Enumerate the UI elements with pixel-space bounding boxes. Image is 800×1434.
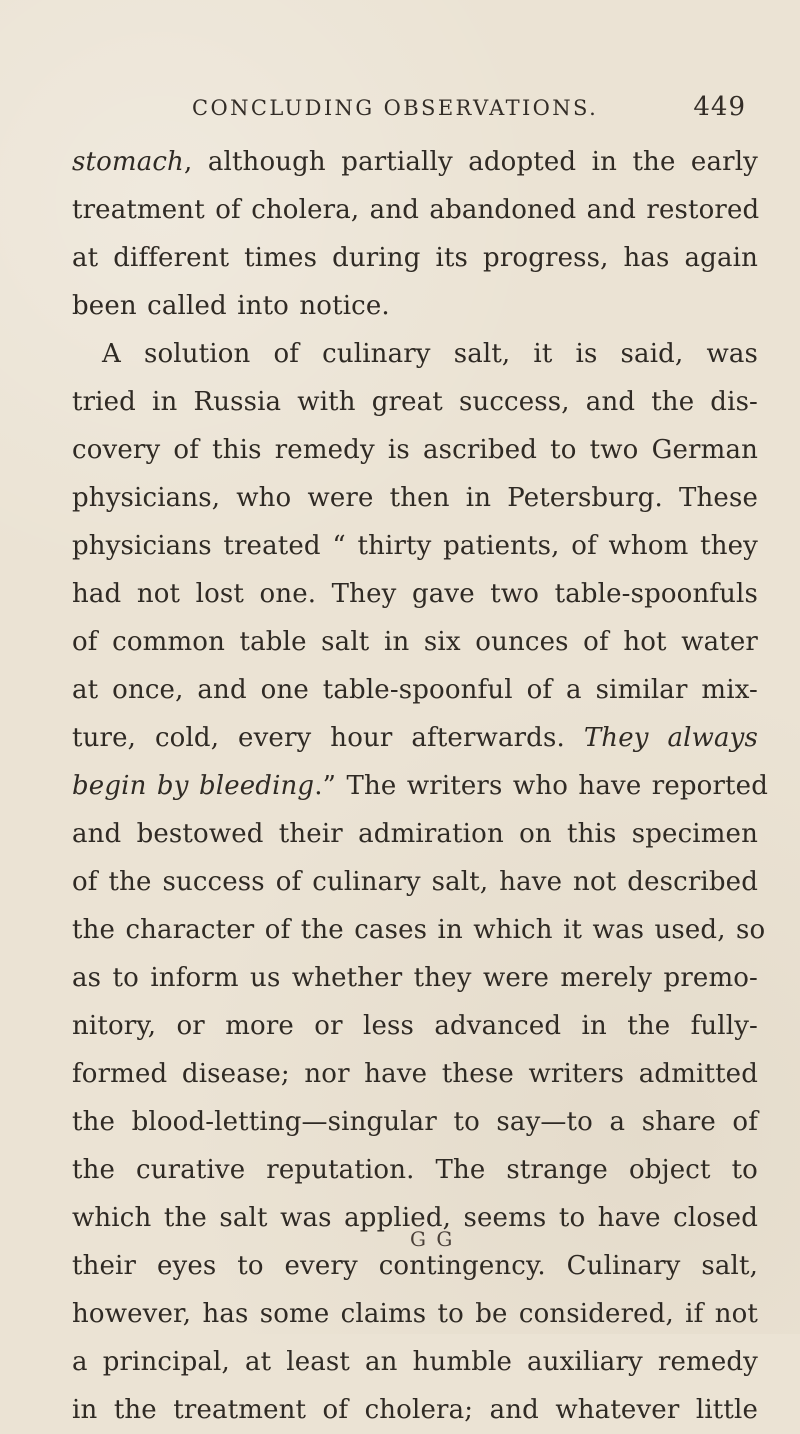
text-span: at once, and one table-spoonful of a similar mix- — [72, 675, 758, 705]
text-line-22 — [72, 1146, 758, 1194]
text-line-16 — [72, 858, 758, 906]
text-line-25 — [72, 1290, 758, 1338]
text-line-3 — [72, 234, 758, 282]
text-line-8 — [72, 474, 758, 522]
text-line-17 — [72, 906, 766, 954]
text-span: at different times during its progress, has again — [72, 243, 758, 273]
text-line-10 — [72, 570, 758, 618]
text-span: They always — [583, 723, 759, 753]
text-line-4 — [72, 282, 482, 330]
text-line-12 — [72, 666, 758, 714]
text-line-21 — [72, 1098, 758, 1146]
text-span: .” The writers who have reported — [314, 771, 768, 801]
text-span: of common table salt in six ounces of hot water — [72, 627, 758, 657]
text-span: their eyes to every contingency. Culinary salt, — [72, 1251, 758, 1281]
text-line-20 — [72, 1050, 758, 1098]
text-span: covery of this remedy is ascribed to two German — [72, 435, 758, 465]
text-span: physicians treated “ thirty patients, of whom they — [72, 531, 758, 561]
text-span: been called into notice. — [72, 291, 390, 321]
text-span: of the success of culinary salt, have not described — [72, 867, 758, 897]
text-line-27 — [72, 1386, 758, 1434]
text-span: a principal, at least an humble auxiliary remedy — [72, 1347, 758, 1377]
text-span: , although partially adopted in the early — [183, 147, 758, 177]
text-span: physicians, who were then in Petersburg. These — [72, 483, 758, 513]
text-span: in the treatment of cholera; and whatever little — [72, 1395, 758, 1425]
text-line-1 — [72, 138, 758, 186]
text-span: the curative reputation. The strange object to — [72, 1155, 758, 1185]
text-span: the blood-letting—singular to say—to a share of — [72, 1107, 758, 1137]
text-span: A solution of culinary salt, it is said, was — [102, 339, 758, 369]
running-head — [72, 88, 758, 122]
text-line-15 — [72, 810, 758, 858]
text-span: begin by bleeding — [72, 771, 315, 801]
text-span: and bestowed their admiration on this specimen — [72, 819, 758, 849]
text-line-2 — [72, 186, 758, 234]
text-line-13 — [72, 714, 758, 762]
text-span: tried in Russia with great success, and the dis- — [72, 387, 758, 417]
page-number: 449 — [693, 92, 746, 122]
text-span: had not lost one. They gave two table-spoonfuls — [72, 579, 758, 609]
text-line-5 — [72, 330, 758, 378]
text-line-6 — [72, 378, 758, 426]
signature-mark: G G — [410, 1227, 455, 1251]
text-span: however, has some claims to be considered, if not — [72, 1299, 758, 1329]
text-line-26 — [72, 1338, 758, 1386]
page-title: CONCLUDING OBSERVATIONS. — [192, 96, 599, 120]
text-span: formed disease; nor have these writers admitted — [72, 1059, 758, 1089]
text-line-19 — [72, 1002, 758, 1050]
text-line-7 — [72, 426, 758, 474]
text-line-18 — [72, 954, 758, 1002]
text-span: treatment of cholera, and abandoned and restored — [72, 195, 760, 225]
text-line-14 — [72, 762, 768, 810]
text-span: nitory, or more or less advanced in the fully- — [72, 1011, 758, 1041]
text-span: as to inform us whether they were merely premo- — [72, 963, 758, 993]
text-span: which the salt was applied, seems to have closed — [72, 1203, 758, 1233]
text-span: ture, cold, every hour afterwards. — [72, 723, 584, 753]
text-line-9 — [72, 522, 758, 570]
text-line-11 — [72, 618, 758, 666]
text-span: stomach — [72, 147, 184, 177]
text-span: the character of the cases in which it was used, so — [72, 915, 766, 945]
